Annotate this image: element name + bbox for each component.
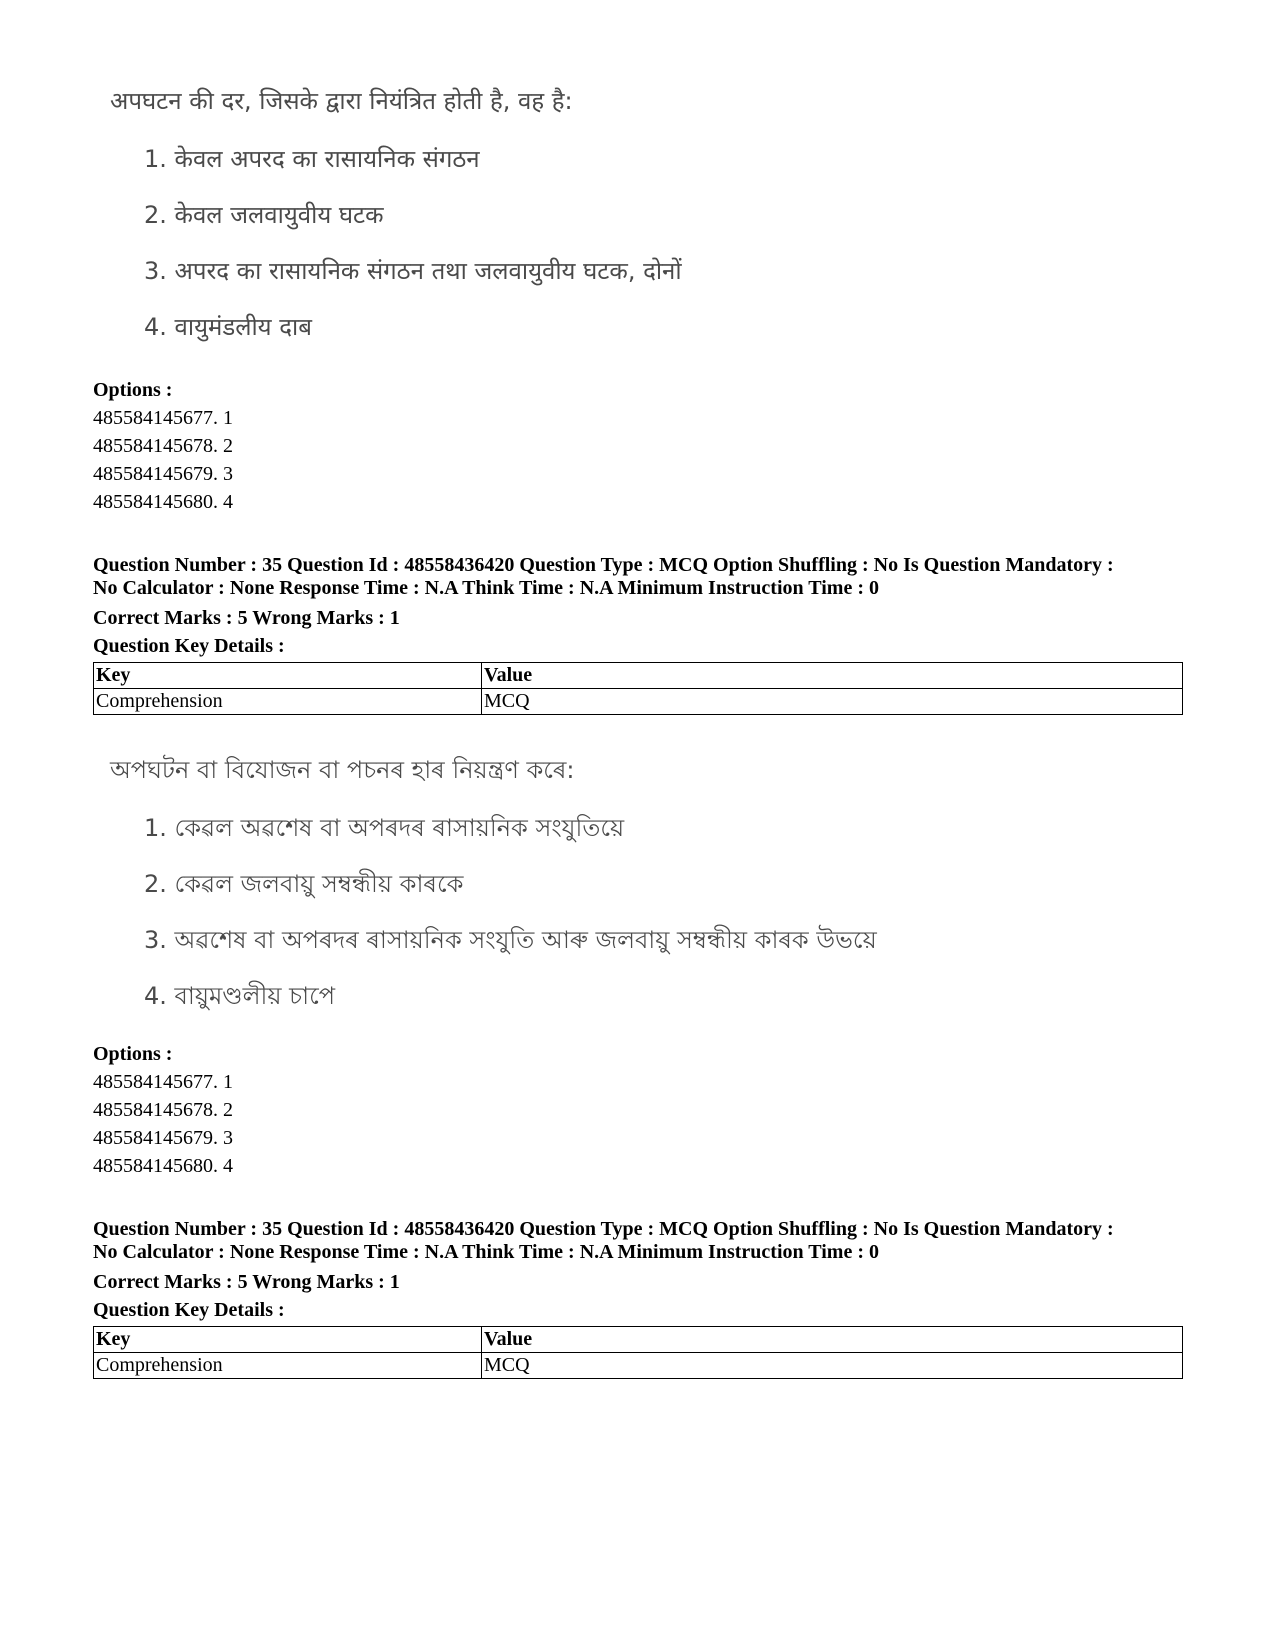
assamese-option-2: 2. কেৱল জলবায়ু সম্বন্ধীয় কাৰকে (144, 870, 464, 898)
table-row (94, 689, 1183, 715)
table-cell-key: Comprehension (94, 689, 482, 715)
option-id-3: 485584145679. 3 (93, 463, 233, 485)
question-meta-line-1: Question Number : 35 Question Id : 48558436420 Question Type : MCQ Option Shuffling : No Is Question Mandatory : (93, 554, 1114, 576)
question-key-details-title: Question Key Details : (93, 1299, 285, 1321)
option-id-2: 485584145678. 2 (93, 1099, 233, 1121)
option-id-3: 485584145679. 3 (93, 1127, 233, 1149)
options-block-2 (93, 1040, 1183, 1180)
question-meta-line-1: Question Number : 35 Question Id : 48558436420 Question Type : MCQ Option Shuffling : No Is Question Mandatory : (93, 1218, 1114, 1240)
hindi-question-image (110, 86, 682, 342)
table-cell-value: MCQ (482, 1353, 1183, 1379)
question-meta-line-2: No Calculator : None Response Time : N.A Think Time : N.A Minimum Instruction Time : 0 (93, 577, 879, 599)
table-header-key: Key (94, 1327, 482, 1353)
option-id-1: 485584145677. 1 (93, 1071, 233, 1093)
options-title: Options : (93, 379, 173, 401)
options-block-1 (93, 376, 1183, 516)
question-marks: Correct Marks : 5 Wrong Marks : 1 (93, 607, 400, 629)
hindi-option-4: 4. वायुमंडलीय दाब (144, 313, 312, 341)
table-row (94, 1353, 1183, 1379)
question-key-details-title: Question Key Details : (93, 635, 285, 657)
question-key-table (93, 1326, 1183, 1379)
table-header-value: Value (482, 1327, 1183, 1353)
question-marks: Correct Marks : 5 Wrong Marks : 1 (93, 1271, 400, 1293)
question-meta-2 (93, 1218, 1183, 1379)
question-key-table (93, 662, 1183, 715)
assamese-option-1: 1. কেৱল অৱশেষ বা অপৰদৰ ৰাসায়নিক সংযুতিয়ে (144, 814, 625, 842)
option-id-1: 485584145677. 1 (93, 407, 233, 429)
hindi-question-stem: अपघटन की दर, जिसके द्वारा नियंत्रित होती है, वह है: (110, 87, 573, 115)
table-header-row (94, 1327, 1183, 1353)
assamese-question-stem: অপঘটন বা বিযোজন বা পচনৰ হাৰ নিয়ন্ত্ৰণ কৰে: (110, 756, 575, 784)
hindi-option-1: 1. केवल अपरद का रासायनिक संगठन (144, 145, 480, 173)
assamese-option-4: 4. বায়ুমণ্ডলীয় চাপে (144, 982, 336, 1010)
option-id-4: 485584145680. 4 (93, 1155, 233, 1177)
hindi-option-2: 2. केवल जलवायुवीय घटक (144, 201, 384, 229)
option-id-2: 485584145678. 2 (93, 435, 233, 457)
assamese-option-3: 3. অৱশেষ বা অপৰদৰ ৰাসায়নিক সংযুতি আৰু জলবায়ু সম্বন্ধীয় কাৰক উভয়ে (144, 926, 877, 954)
table-header-key: Key (94, 663, 482, 689)
table-cell-value: MCQ (482, 689, 1183, 715)
question-meta-1 (93, 554, 1183, 715)
assamese-question-image (110, 755, 877, 1011)
hindi-option-3: 3. अपरद का रासायनिक संगठन तथा जलवायुवीय घटक, दोनों (144, 257, 682, 285)
question-meta-line-2: No Calculator : None Response Time : N.A Think Time : N.A Minimum Instruction Time : 0 (93, 1241, 879, 1263)
table-cell-key: Comprehension (94, 1353, 482, 1379)
table-header-row (94, 663, 1183, 689)
options-title: Options : (93, 1043, 173, 1065)
table-header-value: Value (482, 663, 1183, 689)
option-id-4: 485584145680. 4 (93, 491, 233, 513)
